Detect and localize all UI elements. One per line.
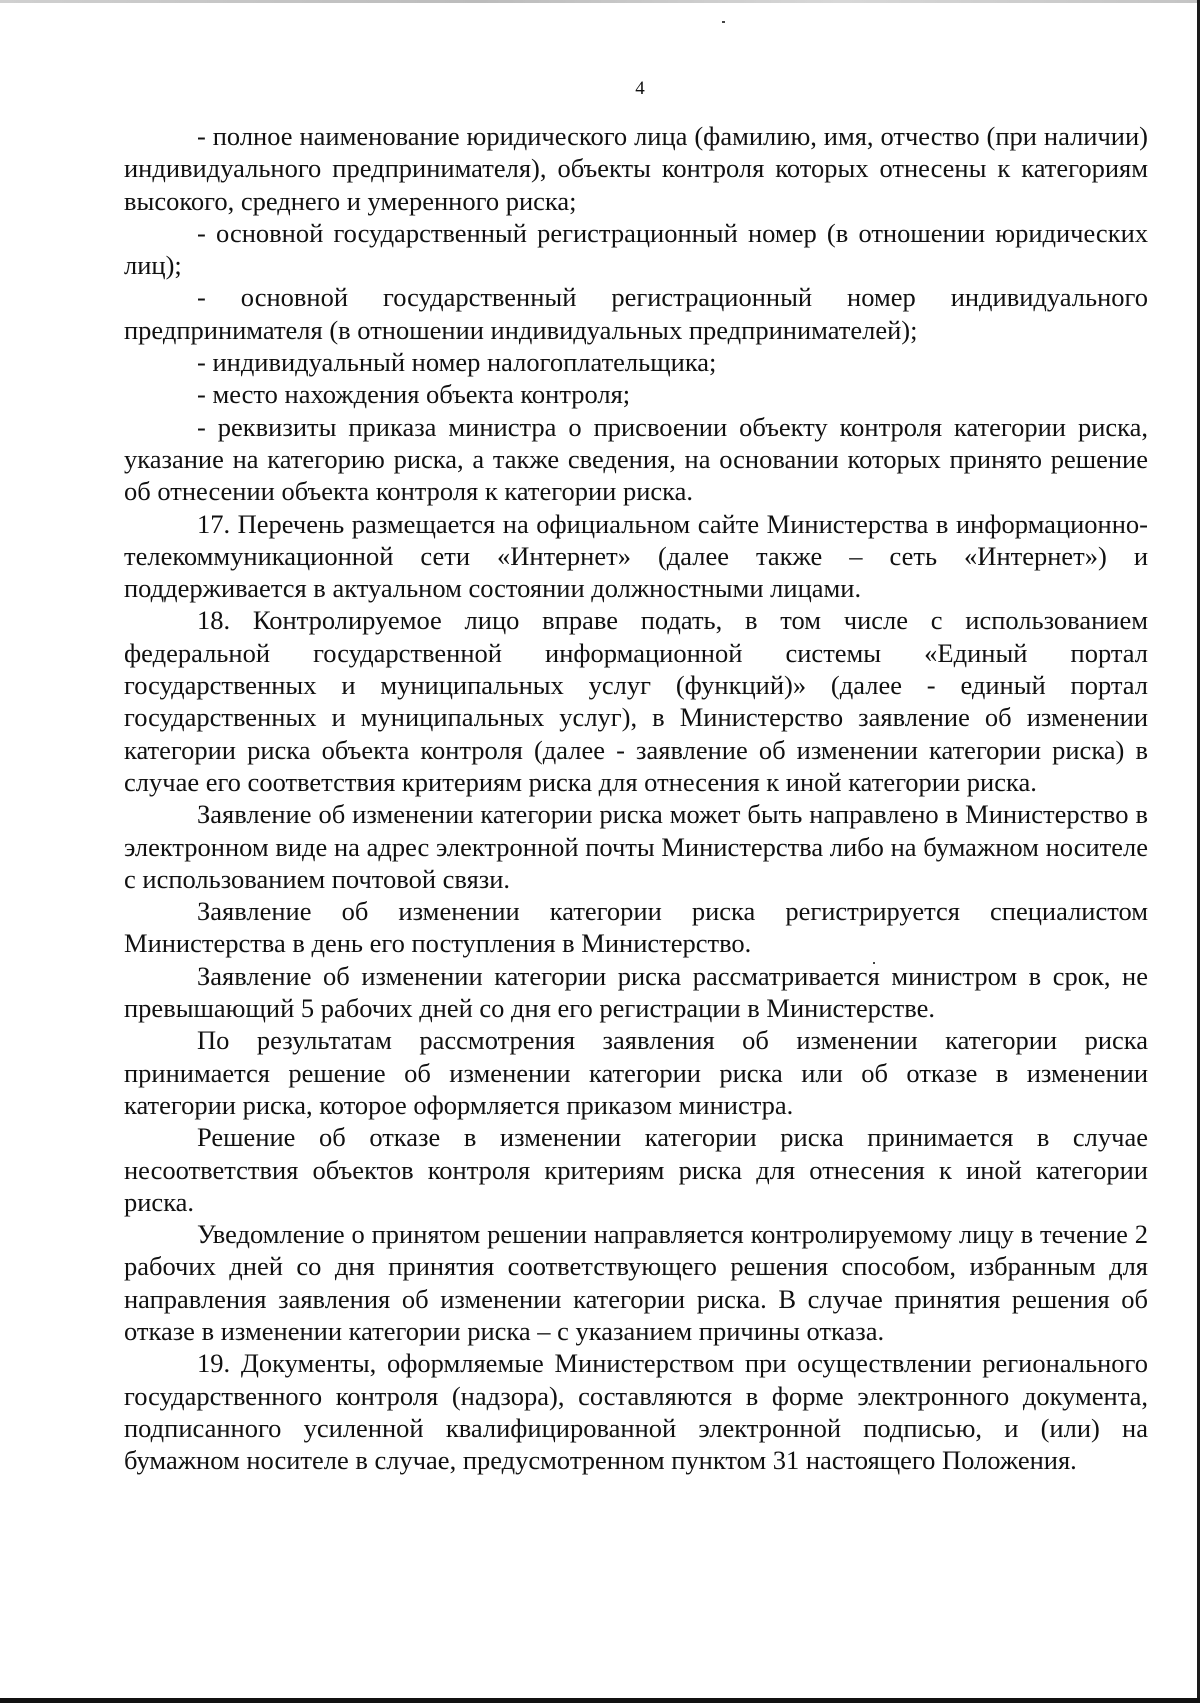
paragraph: - основной государственный регистрационный номер (в отношении юридических лиц); <box>124 217 1148 281</box>
paragraph: Заявление об изменении категории риска рассматривается министром в срок, не превышающий 5 рабочих дней со дня его регистрации в Министерстве. <box>124 960 1148 1024</box>
scan-edge-top <box>0 0 1200 3</box>
paragraph: Решение об отказе в изменении категории риска принимается в случае несоответствия объектов контроля критериям риска для отнесения к иной категории риска. <box>124 1122 1148 1217</box>
paragraph: 19. Документы, оформляемые Министерством при осуществлении регионального государственного контроля (надзора), составляются в форме электронного документа, подписанного усиленной квалифицированной электронной подписью, и (или) на бумажном носителе в случае, предусмотренном пунктом 31 настоящего Положения. <box>124 1348 1148 1476</box>
scan-speck <box>722 21 725 23</box>
paragraph: 18. Контролируемое лицо вправе подать, в том числе с использованием федеральной государственной информационной системы «Единый портал государственных и муниципальных услуг (функций)» (далее - единый портал государственных и муниципальных услуг), в Министерство заявление об изменении категории риска объекта контроля (далее - заявление об изменении категории риска) в случае его соответствия критериям риска для отнесения к иной категории риска. <box>124 605 1148 797</box>
page-number: 4 <box>635 78 645 99</box>
document-body <box>124 120 1148 1476</box>
paragraph: - основной государственный регистрационный номер индивидуального предпринимателя (в отношении индивидуальных предпринимателей); <box>124 282 1148 345</box>
paragraph: 17. Перечень размещается на официальном сайте Министерства в информационно-телекоммуникационной сети «Интернет» (далее также – сеть «Интернет») и поддерживается в актуальном состоянии должностными лицами. <box>124 508 1148 604</box>
paragraph: Уведомление о принятом решении направляется контролируемому лицу в течение 2 рабочих дней со дня принятия соответствующего решения способом, избранным для направления заявления об изменении категории риска. В случае принятия решения об отказе в изменении категории риска – с указанием причины отказа. <box>124 1219 1148 1346</box>
paragraph: По результатам рассмотрения заявления об изменении категории риска принимается решение об изменении категории риска или об отказе в изменении категории риска, которое оформляется приказом министра. <box>124 1025 1148 1120</box>
paragraph: Заявление об изменении категории риска регистрируется специалистом Министерства в день его поступления в Министерство. <box>124 896 1148 959</box>
paragraph: - полное наименование юридического лица (фамилию, имя, отчество (при наличии) индивидуального предпринимателя), объекты контроля которых отнесены к категориям высокого, среднего и умеренного риска; <box>124 121 1148 216</box>
paragraph: Заявление об изменении категории риска может быть направлено в Министерство в электронном виде на адрес электронной почты Министерства либо на бумажном носителе с использованием почтовой связи. <box>124 799 1148 894</box>
paragraph: - индивидуальный номер налогоплательщика; <box>197 347 717 378</box>
scan-edge-bottom <box>0 1698 1200 1703</box>
paragraph: - реквизиты приказа министра о присвоении объекту контроля категории риска, указание на категорию риска, а также сведения, на основании которых принято решение об отнесении объекта контроля к категории риска. <box>124 411 1148 507</box>
paragraph: - место нахождения объекта контроля; <box>197 379 631 410</box>
